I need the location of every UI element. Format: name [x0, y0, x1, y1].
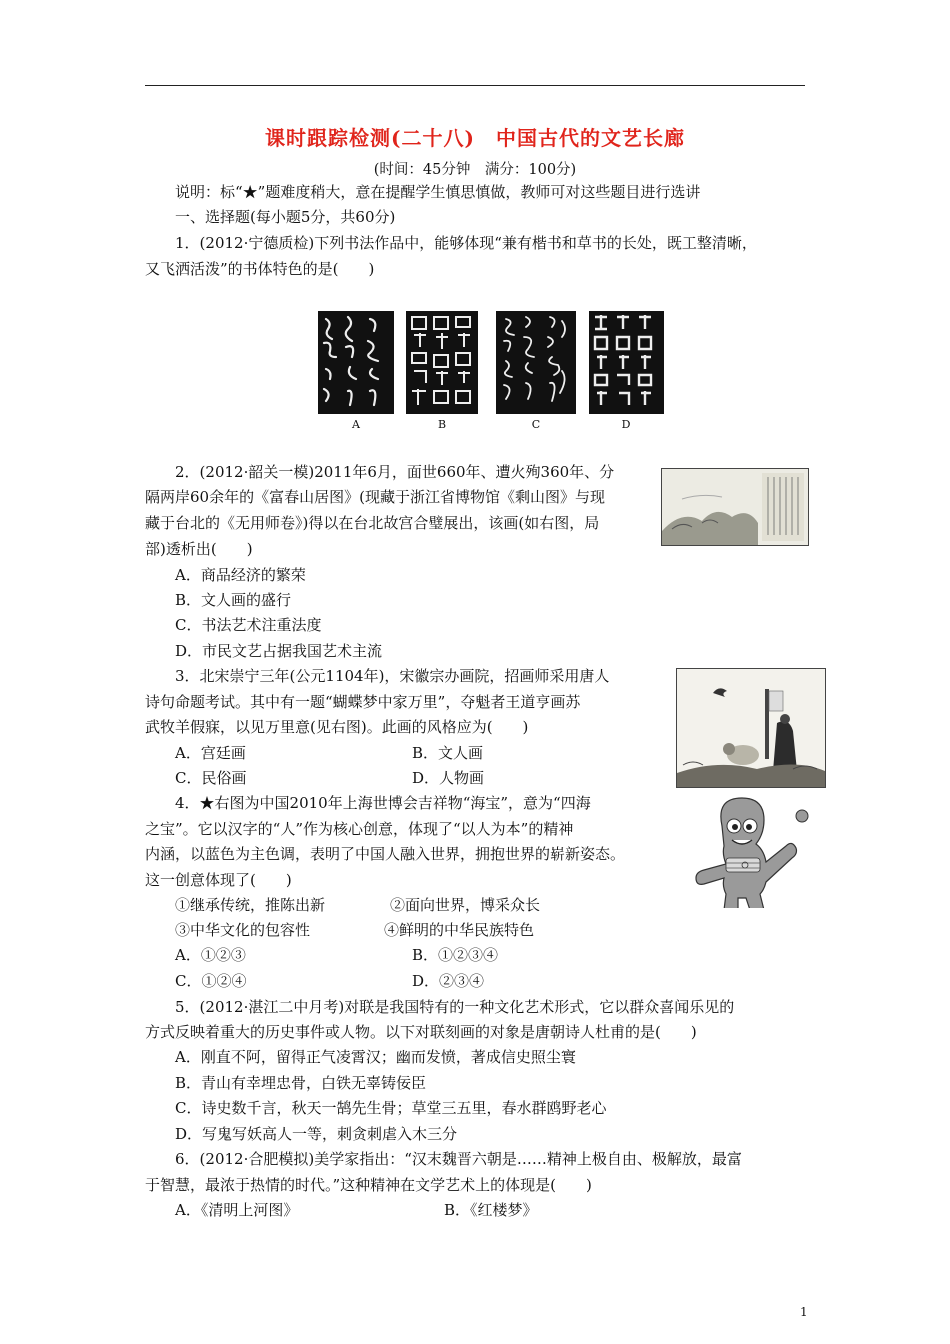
option-label-d: D: [621, 418, 631, 431]
page-title: 课时跟踪检测(二十八) 中国古代的文艺长廊: [265, 126, 685, 150]
question-5-line-1: 5．(2012·湛江二中月考)对联是我国特有的一种文化艺术形式，它以群众喜闻乐见的: [175, 998, 735, 1016]
page-number: 1: [800, 1305, 808, 1319]
option-label-b: B: [437, 418, 447, 431]
question-3-option-b: B．文人画: [412, 744, 484, 762]
question-4-option-d: D．②③④: [412, 972, 485, 990]
question-2-line-3: 藏于台北的《无用师卷》)得以在台北故宫合璧展出，该画(如右图，局: [145, 514, 600, 532]
calligraphy-image-c: [496, 311, 576, 414]
option-label-c: C: [531, 418, 541, 431]
question-5-line-2: 方式反映着重大的历史事件或人物。以下对联刻画的对象是唐朝诗人杜甫的是( ): [145, 1023, 697, 1041]
question-2-line-2: 隔两岸60余年的《富春山居图》(现藏于浙江省博物馆《剩山图》与现: [145, 488, 605, 506]
instructions-note: 说明：标“★”题难度稍大，意在提醒学生慎思慎做，教师可对这些题目进行选讲: [175, 183, 701, 201]
header-rule: [145, 85, 805, 86]
question-3-line-2: 诗句命题考试。其中有一题“蝴蝶梦中家万里”，夺魁者王道亨画苏: [145, 693, 581, 711]
question-6-line-1: 6．(2012·合肥模拟)美学家指出：“汉末魏晋六朝是……精神上极自由、极解放，最富: [175, 1150, 742, 1168]
question-6-line-2: 于智慧，最浓于热情的时代。”这种精神在文学艺术上的体现是( ): [145, 1176, 592, 1194]
question-4-option-b: B．①②③④: [412, 946, 499, 964]
question-5-option-c: C．诗史数千言，秋天一鹄先生骨；草堂三五里，春水群鸥野老心: [175, 1099, 607, 1117]
question-2-line-1: 2．(2012·韶关一模)2011年6月，面世660年、遭火殉360年、分: [175, 463, 615, 481]
question-4-line-2: 之宝”。它以汉字的“人”作为核心创意，体现了“以人为本”的精神: [145, 820, 574, 838]
question-5-option-d: D．写鬼写妖高人一等，刺贪刺虐入木三分: [175, 1125, 458, 1143]
calligraphy-image-a: [318, 311, 394, 414]
question-4-line-1: 4．★右图为中国2010年上海世博会吉祥物“海宝”，意为“四海: [175, 794, 591, 812]
haibao-mascot-image: [690, 796, 830, 908]
question-4-line-4: 这一创意体现了( ): [145, 871, 292, 889]
question-3-option-d: D．人物画: [412, 769, 485, 787]
question-1-line-1: 1．(2012·宁德质检)下列书法作品中，能够体现“兼有楷书和草书的长处，既工整清晰，: [175, 234, 757, 252]
question-5-option-b: B．青山有幸埋忠骨，白铁无辜铸佞臣: [175, 1074, 427, 1092]
question-4-item-3: ③中华文化的包容性: [175, 921, 311, 939]
question-3-line-3: 武牧羊假寐，以见万里意(见右图)。此画的风格应为( ): [145, 718, 529, 736]
question-3-line-1: 3．北宋崇宁三年(公元1104年)，宋徽宗办画院，招画师采用唐人: [175, 667, 610, 685]
question-4-item-2: ②面向世界，博采众长: [390, 896, 541, 914]
section-heading: 一、选择题(每小题5分，共60分): [175, 208, 396, 226]
option-label-a: A: [352, 418, 360, 431]
question-4-item-4: ④鲜明的中华民族特色: [384, 921, 535, 939]
page-subtitle: (时间：45分钟 满分：100分): [373, 162, 577, 178]
question-2-line-4: 部)透析出( ): [145, 540, 253, 558]
question-6-option-b: B．《红楼梦》: [444, 1201, 538, 1219]
su-wu-painting-image: [676, 668, 826, 788]
question-3-option-a: A．宫廷画: [175, 744, 246, 762]
question-2-option-c: C．书法艺术注重法度: [175, 616, 322, 634]
question-3-option-c: C．民俗画: [175, 769, 247, 787]
calligraphy-image-b: [406, 311, 478, 414]
question-5-option-a: A．刚直不阿，留得正气凌霄汉；幽而发愤，著成信史照尘寰: [175, 1048, 576, 1066]
calligraphy-image-d: [589, 311, 664, 414]
question-4-option-c: C．①②④: [175, 972, 247, 990]
question-4-option-a: A．①②③: [175, 946, 246, 964]
question-6-option-a: A．《清明上河图》: [175, 1201, 299, 1219]
question-4-line-3: 内涵，以蓝色为主色调，表明了中国人融入世界，拥抱世界的崭新姿态。: [145, 845, 626, 863]
question-1-line-2: 又飞洒活泼”的书体特色的是( ): [145, 260, 375, 278]
question-2-option-a: A．商品经济的繁荣: [175, 566, 306, 584]
question-4-item-1: ①继承传统，推陈出新: [175, 896, 326, 914]
question-2-option-b: B．文人画的盛行: [175, 591, 292, 609]
fuchun-painting-image: [661, 468, 809, 546]
question-2-option-d: D．市民文艺占据我国艺术主流: [175, 642, 383, 660]
